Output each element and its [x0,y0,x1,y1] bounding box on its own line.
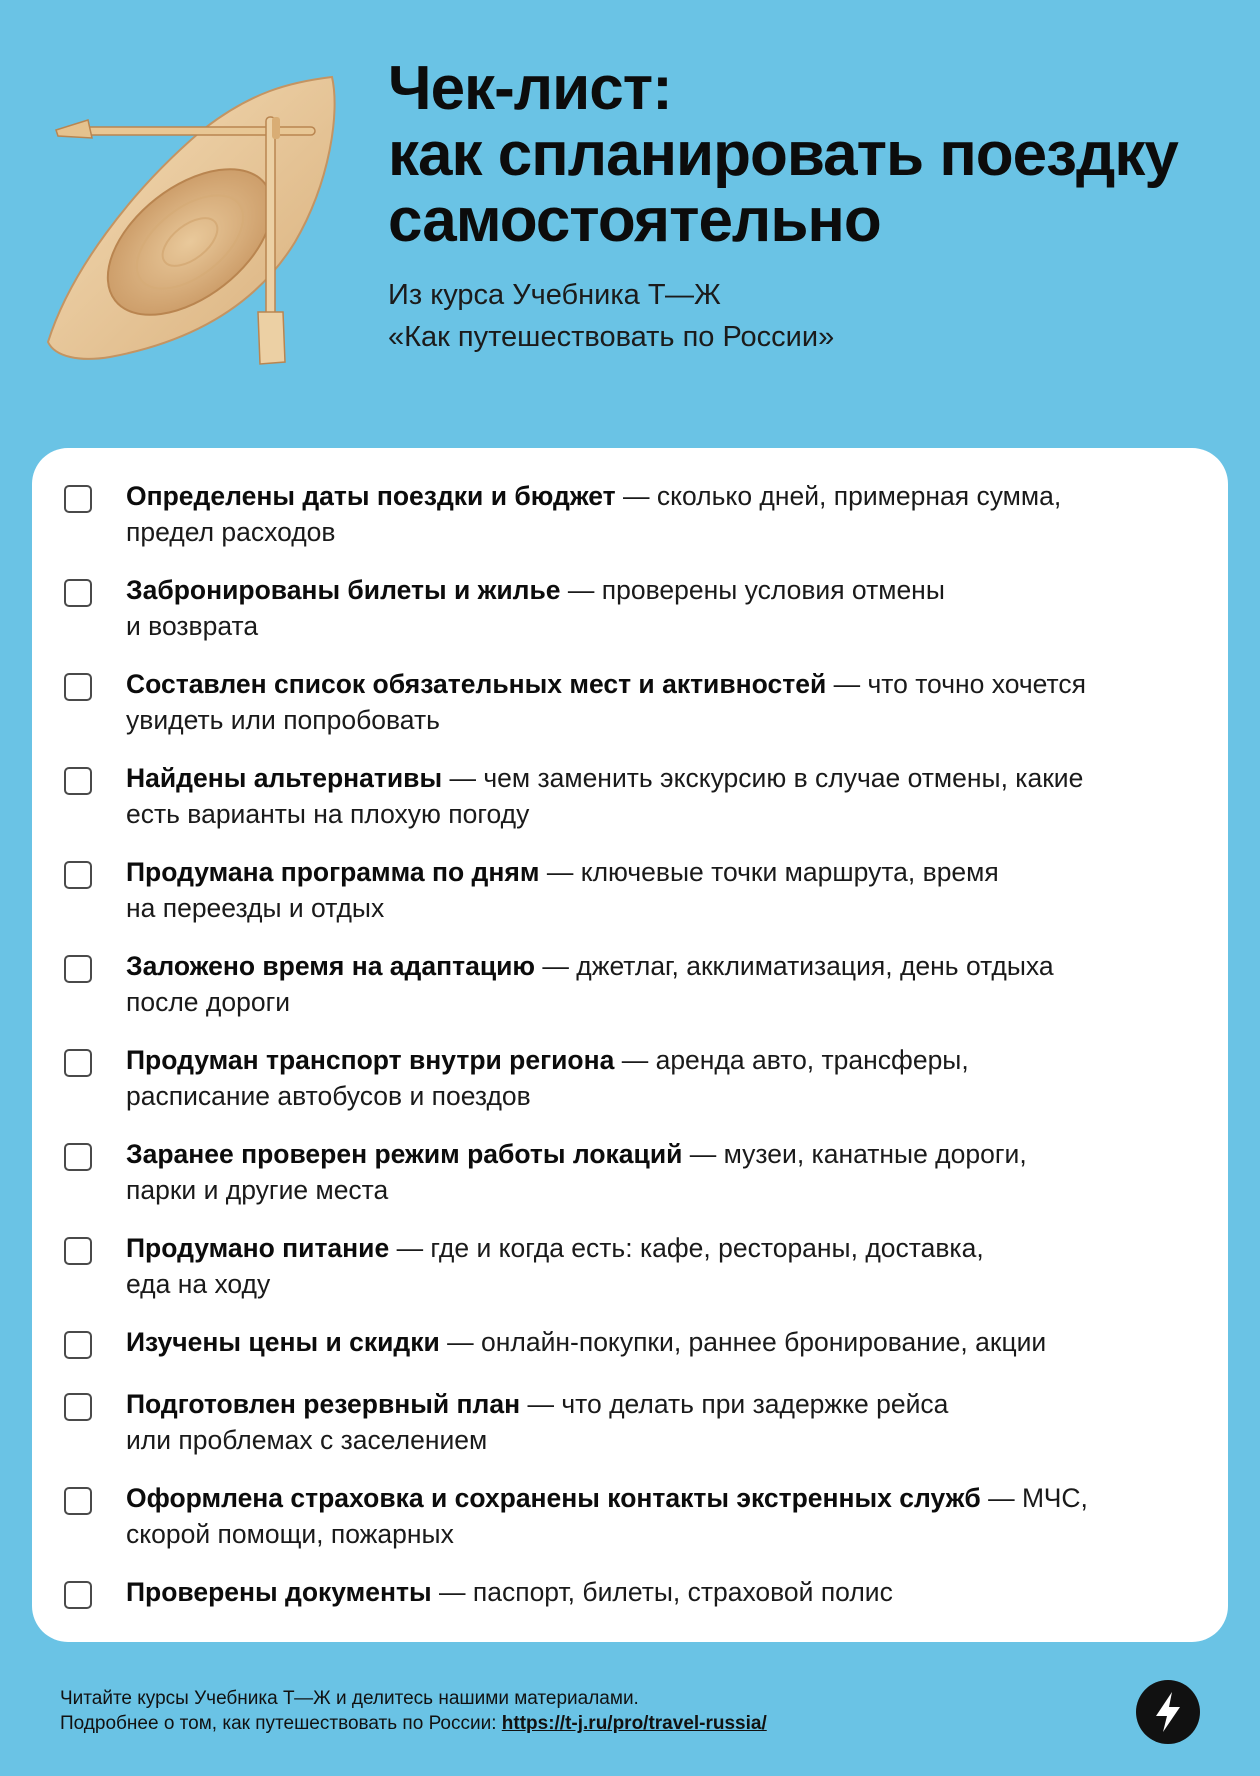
checklist-card [32,448,1228,1642]
title-line: самостоятельно [388,186,881,255]
tj-logo [1136,1680,1200,1744]
item-rest: — МЧС, [980,1483,1088,1513]
item-bold: Оформлена страховка и сохранены контакты экстренных служб [126,1483,981,1513]
title-line: Чек-лист: [388,54,672,123]
checklist-item-text [126,854,1206,926]
checkbox[interactable] [64,1049,92,1077]
item-bold: Проверены документы [126,1577,432,1607]
checklist-item-text [126,1136,1206,1208]
item-rest2: парки и другие места [126,1175,389,1205]
header [388,56,1238,358]
checkbox[interactable] [64,767,92,795]
item-rest2: еда на ходу [126,1269,271,1299]
footer [60,1686,767,1736]
item-bold: Продумана программа по дням [126,857,540,887]
boat-illustration [40,72,350,382]
item-rest: — чем заменить экскурсию в случае отмены, какие [442,763,1084,793]
title-line: как спланировать поездку [388,120,1178,189]
checklist-item-text [126,1574,1206,1610]
item-bold: Продуман транспорт внутри региона [126,1045,615,1075]
item-bold: Составлен список обязательных мест и активностей [126,669,827,699]
checkbox[interactable] [64,861,92,889]
footer-line [60,1711,767,1736]
item-rest: — джетлаг, акклиматизация, день отдыха [535,951,1054,981]
item-rest2: или проблемах с заселением [126,1425,488,1455]
item-bold: Подготовлен резервный план [126,1389,521,1419]
item-rest: — ключевые точки маршрута, время [539,857,999,887]
subtitle-line: Из курса Учебника Т—Ж [388,279,721,311]
checklist-item-text [126,1230,1206,1302]
checkbox[interactable] [64,955,92,983]
checklist-item-text [126,572,1206,644]
item-rest: — паспорт, билеты, страховой полис [431,1577,893,1607]
checklist-item-text [126,1480,1206,1552]
checklist-item-text [126,760,1206,832]
checkbox[interactable] [64,1581,92,1609]
item-rest2: предел расходов [126,517,336,547]
checklist-item-text [126,1324,1206,1360]
checkbox[interactable] [64,673,92,701]
subtitle [388,274,1238,358]
subtitle-line: «Как путешествовать по России» [388,321,835,353]
item-bold: Изучены цены и скидки [126,1327,440,1357]
course-link[interactable]: https://t-j.ru/pro/travel-russia/ [501,1713,767,1734]
item-bold: Найдены альтернативы [126,763,443,793]
checkbox[interactable] [64,1143,92,1171]
item-rest2: скорой помощи, пожарных [126,1519,454,1549]
checkbox[interactable] [64,485,92,513]
item-rest2: расписание автобусов и поездов [126,1081,531,1111]
item-rest: — где и когда есть: кафе, рестораны, доставка, [389,1233,984,1263]
checkbox[interactable] [64,1237,92,1265]
checkbox[interactable] [64,1393,92,1421]
footer-line-prefix: Подробнее о том, как путешествовать по России: [60,1713,502,1734]
item-rest2: на переезды и отдых [126,893,385,923]
checklist-item-text [126,948,1206,1020]
page-title [388,56,1238,254]
item-rest2: после дороги [126,987,291,1017]
item-rest2: увидеть или попробовать [126,705,440,735]
item-rest: — музеи, канатные дороги, [682,1139,1027,1169]
item-rest: — сколько дней, примерная сумма, [615,481,1062,511]
checklist-item-text [126,1386,1206,1458]
item-bold: Определены даты поездки и бюджет [126,481,616,511]
checkbox[interactable] [64,1487,92,1515]
checklist-item-text [126,478,1206,550]
item-rest: — проверены условия отмены [560,575,945,605]
item-rest2: есть варианты на плохую погоду [126,799,530,829]
item-rest: — аренда авто, трансферы, [614,1045,969,1075]
checklist-item-text [126,1042,1206,1114]
item-rest: — что делать при задержке рейса [520,1389,949,1419]
item-rest: — что точно хочется [826,669,1086,699]
checkbox[interactable] [64,1331,92,1359]
item-bold: Заложено время на адаптацию [126,951,536,981]
checkbox[interactable] [64,579,92,607]
item-bold: Заранее проверен режим работы локаций [126,1139,683,1169]
item-bold: Забронированы билеты и жилье [126,575,561,605]
item-rest: — онлайн-покупки, раннее бронирование, акции [439,1327,1047,1357]
checklist-item-text [126,666,1206,738]
lightning-bolt-icon [1136,1680,1200,1744]
item-bold: Продумано питание [126,1233,390,1263]
footer-line: Читайте курсы Учебника Т—Ж и делитесь нашими материалами. [60,1688,639,1709]
item-rest2: и возврата [126,611,259,641]
